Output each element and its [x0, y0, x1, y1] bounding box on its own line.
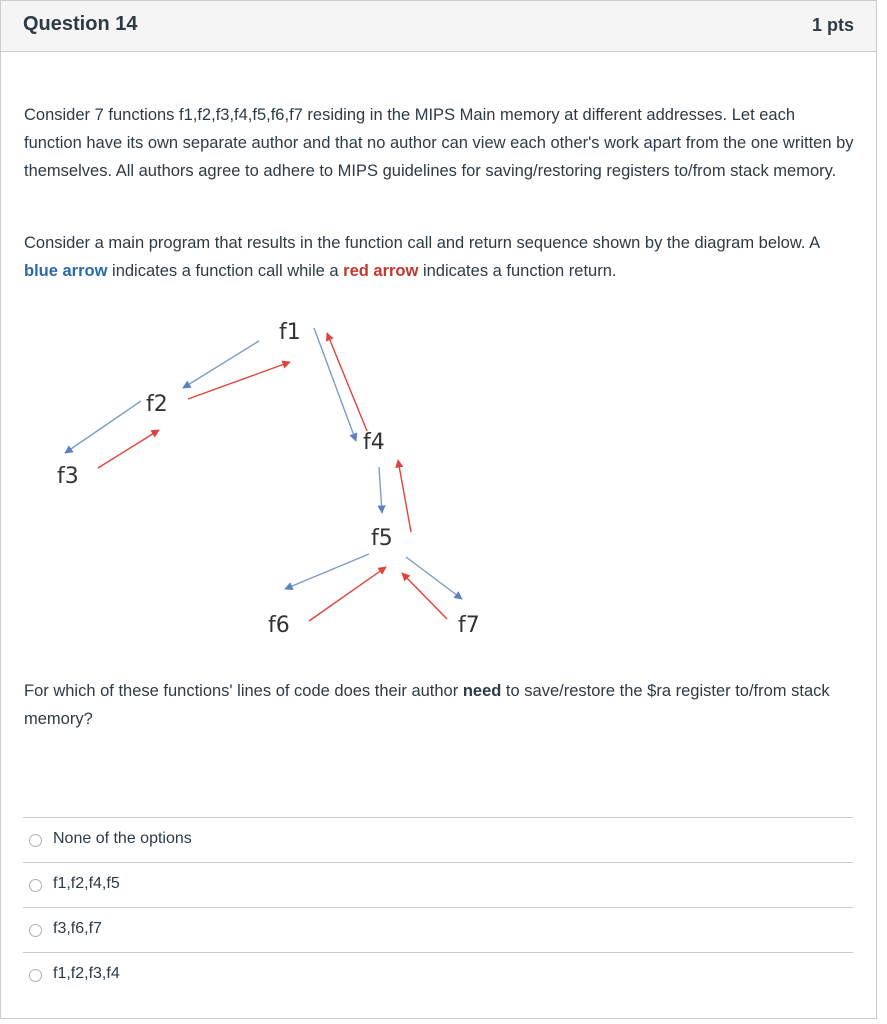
- answer-option-label[interactable]: f1,f2,f4,f5: [53, 875, 120, 892]
- intro-paragraph-1: Consider 7 functions f1,f2,f3,f4,f5,f6,f7 residing in the MIPS Main memory at different addresses. Let each function have its own separate author and that no author can view each other's work apart from the one written by themselves. All authors agree to adhere to MIPS guidelines for saving/restoring registers to/from stack memory.: [24, 106, 854, 180]
- prompt-text-b: to save/restore the $ra register to/from stack memory?: [24, 682, 830, 728]
- intro-text-a: Consider a main program that results in the function call and return sequence shown by the diagram below. A: [24, 234, 820, 252]
- return-arrow-f2-f1: [188, 362, 290, 399]
- answer-option-label[interactable]: None of the options: [53, 830, 192, 847]
- radio-button[interactable]: [29, 969, 42, 982]
- node-f7: f7: [458, 613, 480, 638]
- call-arrow-f1-f4: [314, 328, 356, 441]
- question-prompt: [24, 677, 854, 733]
- answer-option-label[interactable]: f3,f6,f7: [53, 920, 102, 937]
- radio-button[interactable]: [29, 879, 42, 892]
- call-arrow-f1-f2: [183, 341, 259, 388]
- prompt-bold-need: need: [462, 682, 502, 700]
- question-points: 1 pts: [811, 15, 854, 35]
- radio-button[interactable]: [29, 834, 42, 847]
- return-arrow-f7-f5: [402, 573, 447, 619]
- answer-option[interactable]: [23, 952, 853, 997]
- answer-option-label[interactable]: f1,f2,f3,f4: [53, 965, 120, 982]
- answer-option[interactable]: [23, 817, 853, 862]
- red-arrow-text: red arrow: [343, 262, 419, 280]
- call-arrow-f5-f6: [285, 554, 369, 589]
- return-arrow-f6-f5: [309, 567, 386, 621]
- node-f5: f5: [371, 526, 393, 551]
- return-arrow-f3-f2: [98, 430, 159, 468]
- question-header: [1, 1, 876, 52]
- node-f4: f4: [363, 430, 385, 455]
- radio-button[interactable]: [29, 924, 42, 937]
- intro-text-c: indicates a function return.: [418, 262, 617, 280]
- answer-option[interactable]: [23, 862, 853, 907]
- node-f3: f3: [57, 464, 79, 489]
- call-return-diagram: [1, 301, 561, 641]
- answer-options: [23, 817, 853, 997]
- intro-paragraph-2: [24, 229, 854, 285]
- question-title: Question 14: [23, 13, 138, 35]
- call-arrow-f5-f7: [406, 557, 462, 599]
- blue-arrow-text: blue arrow: [24, 262, 108, 280]
- answer-option[interactable]: [23, 907, 853, 952]
- node-f2: f2: [146, 392, 168, 417]
- node-f1: f1: [279, 320, 301, 345]
- node-f6: f6: [268, 613, 290, 638]
- return-arrow-f5-f4: [398, 460, 411, 532]
- call-arrow-f2-f3: [65, 401, 141, 453]
- prompt-text-a: For which of these functions' lines of code does their author: [24, 682, 463, 700]
- intro-text-b: indicates a function call while a: [107, 262, 344, 280]
- call-arrow-f4-f5: [379, 467, 382, 513]
